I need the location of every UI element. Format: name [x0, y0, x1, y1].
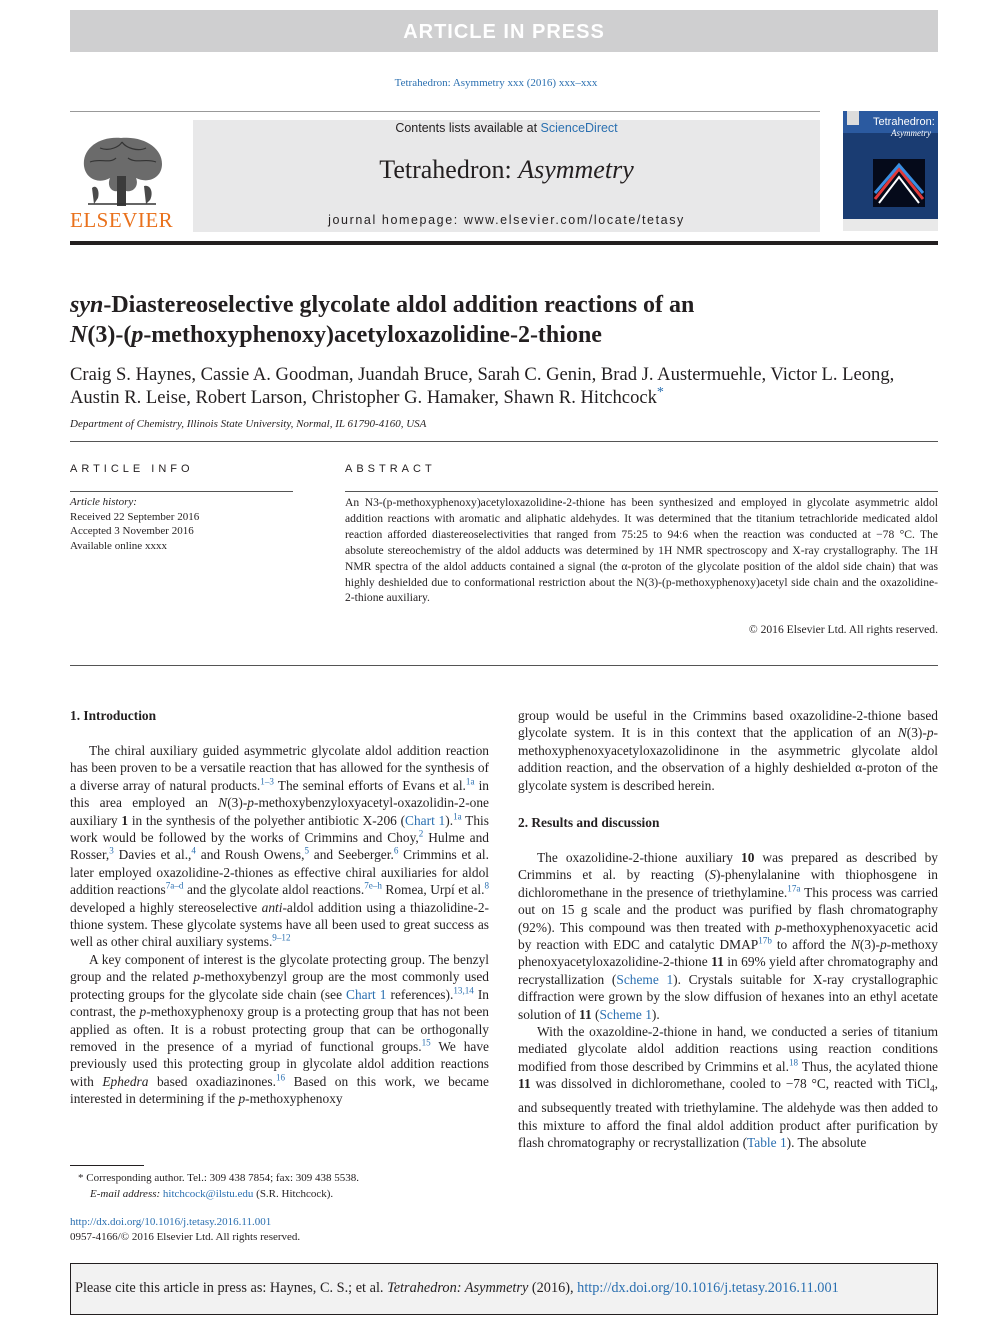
- received-date: Received 22 September 2016: [70, 510, 200, 523]
- results-heading: 2. Results and discussion: [518, 815, 660, 830]
- article-history: [70, 495, 310, 553]
- header-rule: [70, 111, 820, 112]
- footnote-contact: Corresponding author. Tel.: 309 438 7854; fax: 309 438 5538.: [83, 1172, 360, 1184]
- intro-heading: 1. Introduction: [70, 708, 157, 723]
- intro-paragraph-1: The chiral auxiliary guided asymmetric glycolate aldol addition reaction has been proven to be a versatile reaction that has allowed for the synthesis of a diverse array of natural products.$^{1-3}$ The seminal efforts of Evans et al.$^{1a}$ in this area employed an N(3)-p-methoxybenzyloxyacetyl-oxazolidin-2-one auxiliary 1 in the synthesis of the polyether antibiotic X-206 (Chart 1).$^{1a}$ This work would be followed by the works of Crimmins and Choy,$^2$ Hulme and Rosser,$^3$ Davies et al.,$^4$ and Roush Owens,$^5$ and Seeberger.$^6$ Crimmins et al. later employed oxazolidine-2-thiones as effective chiral auxiliaries for aldol addition reactions$^{7a-d}$ and the glycolate aldol reactions.$^{7e-h}$ Romea, Urpí et al.$^8$ developed a highly stereoselective anti-aldol addition using a thiazolidine-2-thione system. These glycolate systems have all been used to great success as well as other chiral auxiliary systems.$^{9-12}$: [70, 743, 490, 950]
- results-column: [518, 849, 938, 1152]
- authors-line-1: Craig S. Haynes, Cassie A. Goodman, Juandah Bruce, Sarah C. Genin, Brad J. Austermuehle, Victor L. Leong,: [70, 364, 895, 385]
- affiliation-rule: [70, 441, 938, 442]
- elsevier-wordmark: ELSEVIER: [70, 208, 174, 232]
- cover-subtitle: Asymmetry: [891, 128, 931, 138]
- authors-line-2: Austin R. Leise, Robert Larson, Christopher G. Hamaker, Shawn R. Hitchcock: [70, 387, 657, 408]
- intro-continuation: group would be useful in the Crimmins based oxazolidine-2-thione based glycolate system. It is in this context that the application of an N(3)-p-methoxyphenoxyacetyloxazolidinone in the asymmetric glycolate aldol addition reaction, and the observation of a highly deshielded α-proton of the glycolate system is described herein.: [518, 708, 938, 793]
- cover-art-icon: [873, 159, 925, 207]
- journal-name-plain: Tetrahedron:: [379, 155, 519, 184]
- footnote-rule: [70, 1165, 144, 1166]
- accepted-date: Accepted 3 November 2016: [70, 525, 194, 537]
- corresponding-author-mark[interactable]: *: [656, 384, 664, 400]
- results-paragraph-1: The oxazolidine-2-thione auxiliary 10 was prepared as described by Crimmins et al. by reacting (S)-phenylalanine with thiophosgene in dichloromethane in the presence of triethylamine.$^{17a}$ This process was carried out on 15 g scale and the product was purified by flash chromatography (92%). This compound was then treated with p-methoxyphenoxyacetic acid by reaction with EDC and catalytic $DMAP^{17b}$ to afford the N(3)-p-methoxy phenoxyacetyloxazolidine-2-thione 11 in 69% yield after chromatography and recrystallization (Scheme 1). Crystals suitable for X-ray crystallographic diffraction were grown by the slow diffusion of hexanes into an ethyl acetate solution of 11 (Scheme 1).: [518, 850, 939, 1022]
- article-title: [70, 290, 938, 350]
- intro-paragraph-2: A key component of interest is the glycolate protecting group. The benzyl group and the related p-methoxybenzyl group are the most commonly used protecting groups for the glycolate side chain (see Chart 1 references).$^{13,14}$ In contrast, the p-methoxyphenoxy group is a protecting group that has not been applied as often. It is a robust protecting group that can be orthogonally removed in the presence of a myriad of functional groups.$^{15}$ We have previously used this protecting group in glycolate aldol addition reactions with Ephedra based oxadiazinones.$^{16}$ Based on this work, we became interested in determining if the p-methoxyphenoxy: [70, 951, 489, 1107]
- author-list: [70, 363, 938, 409]
- article-in-press-banner: ARTICLE IN PRESS: [70, 10, 938, 52]
- cite-journal: Tetrahedron: Asymmetry: [387, 1280, 529, 1296]
- header-thick-rule: [70, 241, 938, 245]
- email-label: E-mail address:: [90, 1188, 163, 1200]
- title-p: p: [131, 322, 144, 348]
- cover-title: Tetrahedron:: [873, 116, 935, 128]
- corresponding-footnote: [70, 1170, 489, 1202]
- contents-line: [193, 121, 820, 135]
- cite-doi-link[interactable]: http://dx.doi.org/10.1016/j.tetasy.2016.11.001: [577, 1280, 839, 1296]
- affiliation: Department of Chemistry, Illinois State University, Normal, IL 61790-4160, USA: [70, 418, 427, 430]
- title-syn: syn: [70, 292, 104, 318]
- article-info-heading: ARTICLE INFO: [70, 463, 194, 475]
- journal-name: [193, 155, 820, 185]
- journal-homepage[interactable]: journal homepage: www.elsevier.com/locate/tetasy: [328, 213, 685, 227]
- cite-text: [75, 1280, 839, 1297]
- doi-link[interactable]: http://dx.doi.org/10.1016/j.tetasy.2016.11.001: [70, 1216, 272, 1228]
- abstract-heading: ABSTRACT: [345, 463, 436, 475]
- abstract-end-rule: [70, 665, 938, 666]
- results-paragraph-2: With the oxazoldine-2-thione in hand, we conducted a series of titanium mediated glycolate aldol addition reactions using reaction conditions modified from those described by Crimmins et al.$^{18}$ Thus, the acylated thione 11 was dissolved in dichloromethane, cooled to −78 °C, reacted with TiCl$_4$, and subsequently treated with triethylamine. The aldehyde was then added to this mixture to afford the final aldol addition product after purification by flash chromatography or recrystallization (Table 1). The absolute: [518, 1024, 938, 1151]
- email-link[interactable]: hitchcock@ilstu.edu: [162, 1188, 254, 1200]
- sciencedirect-link[interactable]: ScienceDirect: [540, 121, 618, 135]
- journal-name-italic: Asymmetry: [518, 155, 634, 184]
- abstract-copyright: © 2016 Elsevier Ltd. All rights reserved.: [748, 623, 938, 636]
- title-line-2: -methoxyphenoxy)acetyloxazolidine-2-thione: [143, 322, 602, 348]
- journal-cover-image: [843, 111, 938, 231]
- contents-prefix: Contents lists available at: [395, 121, 541, 135]
- article-info-rule: [70, 491, 293, 492]
- issn-line: 0957-4166/© 2016 Elsevier Ltd. All rights reserved.: [70, 1231, 301, 1243]
- title-part-a: (3)-(: [87, 322, 132, 348]
- history-label: Article history:: [70, 496, 137, 508]
- cite-prefix: Please cite this article in press as: Haynes, C. S.; et al.: [75, 1280, 388, 1296]
- online-date: Available online xxxx: [70, 539, 167, 552]
- footnote-star: *: [78, 1172, 84, 1184]
- title-line-1: -Diastereoselective glycolate aldol addition reactions of an: [103, 292, 695, 318]
- abstract-text: An N3-(p-methoxyphenoxy)acetyloxazolidine-2-thione has been synthesized and employed in glycolate asymmetric aldol addition reactions with aromatic and aliphatic aldehydes. It was determined that the titanium tetrachloride medicated aldol reaction afforded diastereoselectivities that ranged from 75:25 to 94:6 when the reaction was conducted at −78 °C. The absolute stereochemistry of the aldol adducts was determined by 1H NMR spectroscopy and X-ray crystallography. The 1H NMR spectra of the aldol adducts contained a signal (the α-proton of the glycolate position of the aldol side chain) that was highly deshielded due to conformational restriction about the N(3)-(p-methoxyphenoxy)acetyl side chain and the oxazolidine-2-thione auxiliary.: [345, 496, 938, 605]
- email-suffix: (S.R. Hitchcock).: [253, 1188, 334, 1200]
- journal-citation-link[interactable]: Tetrahedron: Asymmetry xxx (2016) xxx–xxx: [394, 77, 598, 89]
- title-n: N: [70, 322, 88, 348]
- intro-column: [70, 742, 489, 1108]
- cite-year: (2016),: [528, 1280, 578, 1296]
- abstract-rule: [345, 491, 938, 492]
